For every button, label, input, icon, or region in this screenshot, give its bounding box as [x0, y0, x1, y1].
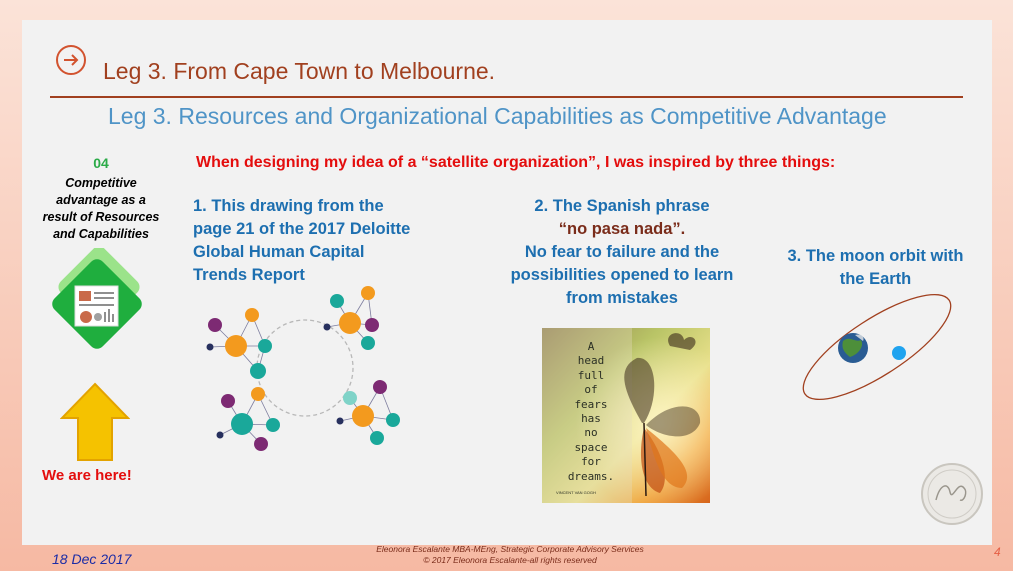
butterfly-quote-image — [542, 328, 710, 503]
up-arrow-icon — [60, 382, 130, 462]
slide-title: Leg 3. From Cape Town to Melbourne. — [103, 58, 496, 84]
footer-date: 18 Dec 2017 — [52, 551, 132, 567]
section-description: Competitive advantage as a result of Resources and Capabilities — [42, 176, 160, 241]
moon-orbit-drawing — [795, 285, 960, 410]
section-number: 04 — [93, 155, 109, 171]
slide-subtitle: Leg 3. Resources and Organizational Capabilities as Competitive Advantage — [108, 103, 887, 129]
spanish-phrase: “no pasa nada”. — [558, 220, 686, 238]
page-number: 4 — [994, 545, 1001, 559]
inspiration-2-text: 2. The Spanish phrase “no pasa nada”. No fear to failure and the possibilities opened to learn from mistakes — [492, 195, 752, 310]
arrow-circle-icon — [55, 44, 87, 76]
signature-seal-logo — [920, 462, 984, 526]
inspiration-3-text: 3. The moon orbit with the Earth — [787, 247, 964, 288]
report-diamond-icon — [38, 248, 158, 368]
intro-text: When designing my idea of a “satellite organization”, I was inspired by three things: — [196, 154, 836, 171]
footer-credit: Eleonora Escalante MBA-MEng, Strategic Corporate Advisory Services © 2017 Eleonora Escalante-all rights reserved — [376, 544, 644, 565]
inspiration-1-text: 1. This drawing from the page 21 of the 2017 Deloitte Global Human Capital Trends Report — [193, 197, 411, 284]
network-drawing — [200, 283, 415, 458]
title-divider — [50, 96, 963, 98]
moon-icon — [892, 346, 906, 360]
poster-quote: A head full of fears has no space for dreams. — [567, 340, 615, 483]
we-are-here-label: We are here! — [42, 467, 132, 484]
poster-author: VINCENT VAN GOGH — [556, 490, 596, 495]
